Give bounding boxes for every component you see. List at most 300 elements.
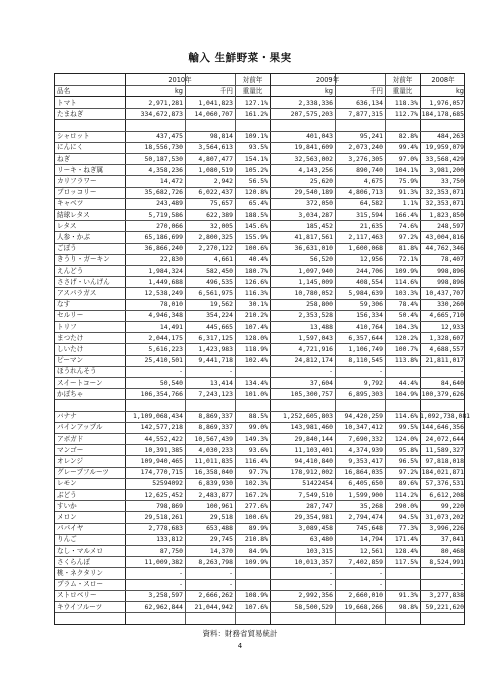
cell-name: すいか [57,501,77,510]
row-divider [55,276,464,277]
cell-name [55,400,125,410]
cell-r10: 145.6% [244,221,268,230]
cell-kg10 [125,400,183,410]
cell-r09: 97.0% [398,154,418,163]
cell-kg08: 80,468 [440,546,464,555]
cell-yen09: 19,668,266 [344,602,383,611]
cell-yen10: - [229,367,233,376]
cell-r09: 98.8% [398,602,418,611]
cell-kg10: - [179,367,183,376]
cell-r10: 155.9% [244,232,268,241]
cell-kg10: 109,940,465 [140,456,183,465]
cell-r09: 114.6% [394,412,418,421]
cell-name: ねぎ [57,154,71,163]
cell-yen09: 4,675 [363,176,383,185]
cell-kg10: 14,472 [159,176,183,185]
cell-name: たまねぎ [57,109,84,118]
cell-yen10: 6,022,437 [198,188,233,197]
row-divider [55,142,464,143]
cell-yen10: 445,665 [206,322,233,331]
row-divider [55,287,464,288]
cell-name: 結球レタス [57,210,90,219]
cell-name: さくらんぼ [57,557,90,566]
cell-r10: 84.9% [248,546,268,555]
cell-kg08: 11,589,327 [425,445,464,454]
cell-yen10: 354,224 [206,311,233,320]
cell-yen10: 32,005 [209,221,233,230]
cell-name: ささげ・いんげん [57,277,110,286]
cell-name: レモン [57,479,77,488]
header-2008: 2008年 [431,76,455,84]
cell-yen10: 75,657 [209,199,233,208]
cell-yen10: 4,661 [213,255,233,264]
page-number: 4 [237,642,243,650]
cell-yen09: 408,554 [356,277,383,286]
cell-name: なし・マルメロ [57,546,103,555]
cell-r09 [385,120,418,130]
cell-name: ごぼう [57,244,77,253]
cell-r09: 94.5% [398,512,418,521]
cell-kg09: 51422454 [302,479,333,488]
cell-kg09: 1,097,940 [298,266,333,275]
header-kg-2009: kg [324,87,333,95]
cell-r10: 107.6% [244,602,268,611]
cell-kg10: 3,258,597 [148,591,183,600]
cell-name: しいたけ [57,344,84,353]
cell-kg09: 2,992,356 [298,591,333,600]
cell-yen09: 4,374,939 [348,445,383,454]
row-divider [55,388,464,389]
cell-name: アボガド [57,434,84,443]
cell-yen09: 16,864,035 [344,468,383,477]
header-yen-2010: 千円 [219,87,233,95]
cell-kg09: 143,981,460 [290,423,333,432]
cell-kg10: 36,866,240 [144,244,183,253]
cell-r09: 103.3% [394,288,418,297]
cell-kg10: 44,552,422 [144,434,183,443]
cell-kg08: - [460,568,464,577]
cell-name: メロン [57,512,77,521]
cell-name: トリフ [57,322,77,331]
cell-kg10: 18,556,730 [144,143,183,152]
cell-name: セルリー [57,311,84,320]
cell-r09: 97.2% [398,232,418,241]
cell-name: りんご [57,535,77,544]
cell-name: ぶどう [57,490,77,499]
row-divider [55,478,464,479]
cell-r09: 95.8% [398,445,418,454]
cell-yen10: 29,518 [209,512,233,521]
cell-kg08: 4,665,710 [429,311,464,320]
row-divider [55,601,464,602]
cell-kg10: 106,354,766 [140,389,183,398]
cell-yen10: 100,961 [206,501,233,510]
cell-yen10: 6,839,930 [198,479,233,488]
cell-kg08: 33,568,429 [425,154,464,163]
cell-name: パインアップル [57,423,103,432]
cell-kg09: - [329,568,333,577]
cell-kg08: 19,959,079 [425,143,464,152]
cell-kg08: 43,004,816 [425,232,464,241]
row-divider [55,164,464,165]
cell-kg09: 41,817,561 [294,232,333,241]
cell-kg10: 87,750 [159,546,183,555]
cell-kg09: 207,575,203 [290,109,333,118]
row-divider [55,198,464,199]
cell-yen09: 636,134 [356,98,383,107]
cell-yen10: 10,567,439 [194,434,233,443]
cell-r10: 210.2% [244,311,268,320]
cell-name: スイートコーン [57,378,103,387]
cell-yen10: 2,666,262 [198,591,233,600]
cell-kg08: 32,353,071 [425,199,464,208]
row-divider [55,209,464,210]
cell-r10 [235,120,268,130]
row-divider [55,399,464,400]
cell-yen09: 1,599,900 [348,490,383,499]
cell-yen09: 3,276,305 [348,154,383,163]
cell-kg09: 258,800 [306,300,333,309]
cell-kg10: 1,449,688 [148,277,183,286]
cell-kg10: 12,625,452 [144,490,183,499]
cell-name: キウイフルーツ [57,602,103,611]
cell-kg09: 4,721,916 [298,344,333,353]
cell-yen10: 9,441,718 [198,356,233,365]
cell-name: レタス [57,221,77,230]
cell-yen10: 11,011,835 [194,456,233,465]
cell-r10: 154.1% [244,154,268,163]
cell-yen09: 890,740 [356,165,383,174]
cell-kg08: 31,073,202 [425,512,464,521]
row-divider [55,534,464,535]
cell-r09: 120.2% [394,333,418,342]
cell-kg09: 25,620 [309,176,333,185]
cell-r10: 180.7% [244,266,268,275]
row-divider [55,556,464,557]
cell-r10: 88.5% [248,412,268,421]
cell-yen10: 13,414 [209,378,233,387]
cell-yen09: 5,984,639 [348,288,383,297]
cell-kg10: 65,186,699 [144,232,183,241]
cell-r10: 93.5% [248,143,268,152]
cell-yen10: 7,243,123 [198,389,233,398]
cell-kg08: 24,072,644 [425,434,464,443]
cell-yen10: 1,423,983 [198,344,233,353]
cell-yen10: 653,488 [206,524,233,533]
row-divider [55,579,464,580]
cell-r09: 113.8% [394,356,418,365]
cell-name: パパイヤ [57,524,84,533]
cell-yen09: 6,895,303 [348,389,383,398]
cell-kg09: 29,840,144 [294,434,333,443]
cell-kg09: 10,013,357 [294,557,333,566]
cell-yen09: 2,073,240 [348,143,383,152]
cell-kg09: 7,549,510 [298,490,333,499]
cell-yen10: - [229,580,233,589]
cell-yen10: 29,745 [209,535,233,544]
cell-kg09: 2,338,336 [298,98,333,107]
header-2009: 2009年 [315,76,340,84]
cell-r09: 50.4% [398,311,418,320]
cell-kg10: 25,410,501 [144,356,183,365]
row-divider [55,220,464,221]
row-divider [55,343,464,344]
cell-kg10: 52594092 [152,479,183,488]
row-divider [55,612,464,613]
cell-r09 [385,366,418,376]
cell-r10: 167.2% [244,490,268,499]
header-kg-2008: kg [455,87,464,95]
cell-r09: 89.6% [398,479,418,488]
cell-kg10: 29,518,261 [144,512,183,521]
cell-r10: 93.6% [248,445,268,454]
cell-r10: 188.5% [244,210,268,219]
cell-r10: 116.3% [244,288,268,297]
cell-r09: 99.4% [398,143,418,152]
cell-r10: 101.0% [244,389,268,398]
cell-name: ほうれんそう [57,367,97,376]
cell-kg08: 78,407 [440,255,464,264]
cell-kg10: 1,109,068,434 [132,412,183,421]
cell-yen09: 1,106,749 [348,344,383,353]
header-2010: 2010年 [168,76,192,84]
import-table [54,73,471,625]
row-divider [55,467,464,468]
cell-kg10: 5,616,223 [148,344,183,353]
cell-r10: 109.1% [244,132,268,141]
cell-kg08: 10,437,707 [425,288,464,297]
cell-kg08: 3,981,200 [429,165,464,174]
cell-kg09: 19,841,609 [294,143,333,152]
cell-kg09: 29,354,981 [294,512,333,521]
row-divider [55,422,464,423]
cell-kg08: 97,818,018 [425,456,464,465]
cell-kg08: 37,041 [440,535,464,544]
cell-kg08: 1,976,057 [429,98,464,107]
cell-r10: 128.0% [244,333,268,342]
cell-r09 [385,400,418,410]
source-note: 資料：財務省貿易統計 [202,629,278,638]
cell-yen09: 7,402,859 [348,557,383,566]
cell-yen09: 2,660,010 [348,591,383,600]
cell-r09: 91.3% [398,188,418,197]
cell-kg09: 3,034,287 [298,210,333,219]
cell-name: えんどう [57,266,84,275]
cell-r09: 96.5% [398,456,418,465]
cell-kg08: 32,353,071 [425,188,464,197]
cell-yen09: 12,956 [359,255,383,264]
cell-r10: 210.8% [244,535,268,544]
cell-kg10: 142,577,218 [140,423,183,432]
cell-kg10: - [179,568,183,577]
cell-r09: 81.8% [398,244,418,253]
cell-yen09: 10,347,412 [344,423,383,432]
cell-kg09: 1,597,043 [298,333,333,342]
cell-r09: 99.5% [398,423,418,432]
cell-yen09: 244,706 [356,266,383,275]
cell-yen10: 3,564,613 [198,143,233,152]
cell-yen09: 4,806,713 [348,188,383,197]
cell-kg10: 174,770,715 [140,468,183,477]
row-divider [55,590,464,591]
cell-r09: 75.9% [398,176,418,185]
cell-yen09: 1,600,068 [348,244,383,253]
cell-r09: 166.4% [394,210,418,219]
row-divider [55,187,464,188]
cell-kg10: 11,009,382 [144,557,183,566]
cell-r10: 127.1% [244,98,268,107]
cell-kg10: 62,962,844 [144,602,183,611]
cell-kg08: 144,646,356 [421,423,464,432]
cell-kg10: 35,682,726 [144,188,183,197]
cell-kg09: 4,143,256 [298,165,333,174]
cell-kg08 [420,120,464,130]
cell-r10 [235,366,268,376]
row-divider [55,153,464,154]
cell-kg10: 22,830 [159,255,183,264]
cell-r10: 277.6% [244,501,268,510]
cell-kg10: 798,869 [156,501,183,510]
cell-kg08: 1,092,738,081 [420,412,471,421]
cell-kg09: 372,050 [306,199,333,208]
cell-yen09: 9,792 [363,378,383,387]
cell-yen10: 1,041,823 [198,98,233,107]
cell-r09: 104.3% [394,322,418,331]
cell-kg09: 401,043 [306,132,333,141]
cell-kg08: 59,221,620 [425,602,464,611]
cell-kg10: 14,491 [159,322,183,331]
cell-r09: 128.4% [394,546,418,555]
cell-name: プラム・スロー [57,580,104,589]
cell-kg08: - [460,580,464,589]
cell-yen10: 8,869,337 [198,423,233,432]
cell-kg10: 50,187,530 [144,154,183,163]
cell-kg09: 10,780,052 [294,288,333,297]
cell-kg08: 1,328,607 [429,333,464,342]
row-divider [55,321,464,322]
cell-kg09: 37,604 [309,378,333,387]
cell-name: シャロット [57,132,90,141]
cell-r10 [235,579,268,589]
row-divider [55,254,464,255]
cell-kg08: 6,612,208 [429,490,464,499]
cell-kg09: 32,563,002 [294,154,333,163]
cell-r09: 97.2% [398,468,418,477]
cell-name: アスパラガス [57,288,97,297]
cell-r10: 40.4% [248,255,268,264]
cell-r10: 134.4% [244,378,268,387]
cell-yen09: 95,241 [359,132,383,141]
cell-kg08: 184,021,871 [421,468,464,477]
cell-r09: 74.6% [398,221,418,230]
cell-yen09: 8,110,545 [348,356,383,365]
cell-kg08: 100,379,626 [421,389,464,398]
cell-kg10: 334,672,873 [140,109,183,118]
cell-kg09: 56,520 [309,255,333,264]
header-ratio-2009: 重量比 [392,87,413,95]
cell-kg08: 21,811,017 [425,356,464,365]
row-divider [55,511,464,512]
cell-yen09: - [379,367,383,376]
cell-yen10: 14,060,707 [194,109,233,118]
cell-r09: 44.4% [398,378,418,387]
cell-r09: 109.9% [394,266,418,275]
cell-kg08 [420,400,464,410]
row-divider [55,265,464,266]
cell-r09: 117.5% [394,557,418,566]
cell-name: カリフラワー [57,176,97,185]
cell-kg08: 44,762,346 [425,244,464,253]
cell-kg08: 12,933 [440,322,464,331]
row-divider [55,119,464,120]
cell-kg08: 184,178,685 [421,109,464,118]
header-yen-2009: 千円 [369,87,383,95]
row-divider [55,299,464,300]
cell-yen10: 6,317,125 [198,333,233,342]
cell-kg10: 2,044,175 [148,333,183,342]
cell-kg10: - [179,580,183,589]
cell-r10: 89.9% [248,524,268,533]
cell-kg09: 103,315 [306,546,333,555]
cell-yen10: 496,535 [206,277,233,286]
cell-name: トマト [57,98,77,107]
row-divider [55,366,464,367]
cell-name: ピーマン [57,356,84,365]
cell-kg08: 99,220 [440,501,464,510]
cell-r09: 91.3% [398,591,418,600]
cell-name: ブロッコリー [57,188,97,197]
cell-yen09: 315,594 [356,210,383,219]
cell-kg10: 12,538,249 [144,288,183,297]
cell-r09: 100.7% [394,344,418,353]
cell-kg08: 484,263 [437,132,464,141]
cell-yen10: 6,561,975 [198,288,233,297]
cell-kg10: 50,540 [159,378,183,387]
cell-yen09: 156,334 [356,311,383,320]
cell-r09: 77.3% [398,524,418,533]
cell-kg09: 24,812,174 [294,356,333,365]
cell-yen10: 1,080,519 [198,165,233,174]
cell-r09: 72.1% [398,255,418,264]
row-divider [55,500,464,501]
cell-name: ストロベリー [57,591,97,600]
cell-kg09: 36,631,010 [294,244,333,253]
cell-yen09: 64,582 [359,199,383,208]
cell-r10: 56.5% [248,176,268,185]
cell-r10: 102.4% [244,356,268,365]
cell-r10: 30.1% [248,300,268,309]
cell-r09: 104.1% [394,165,418,174]
header-ratio-2010: 重量比 [242,87,263,95]
row-divider [55,377,464,378]
cell-kg08: 57,376,531 [425,479,464,488]
cell-kg10: 243,489 [156,199,183,208]
cell-yen10: 4,807,477 [198,154,233,163]
cell-yen10: 16,358,040 [194,468,233,477]
cell-r09: 124.0% [394,434,418,443]
cell-kg09: 63,480 [309,535,333,544]
cell-yen09: 94,420,259 [344,412,383,421]
cell-kg08: 330,260 [437,300,464,309]
row-divider [55,455,464,456]
cell-kg09: 2,353,528 [298,311,333,320]
cell-name: にんにく [57,143,84,152]
cell-r10: 126.6% [244,277,268,286]
cell-kg10 [125,120,183,130]
cell-kg10: 437,475 [156,132,183,141]
cell-r09 [385,568,418,578]
cell-yen09: 2,117,463 [348,232,383,241]
